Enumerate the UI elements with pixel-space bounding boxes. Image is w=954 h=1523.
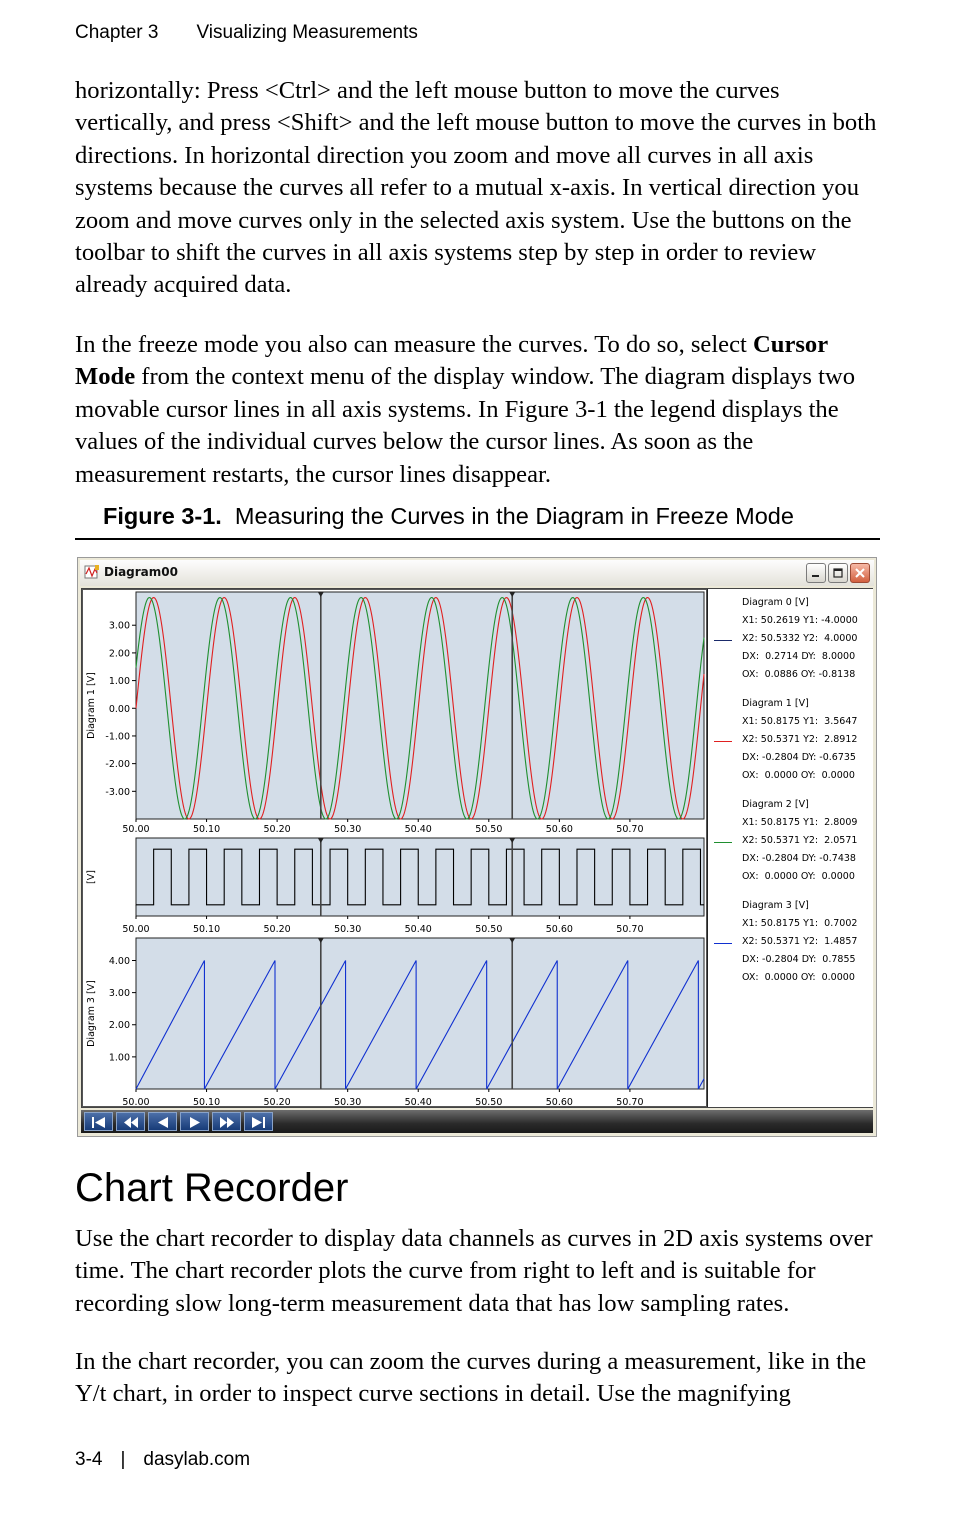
y-tick-label-0-0: 3.00 [108,620,130,632]
paragraph-cursor-mode-text-1: In the freeze mode you also can measure the curves. To do so, select [75,331,753,358]
y-tick-label-0-3: 0.00 [108,703,130,715]
legend-title-3: Diagram 3 [V] [742,900,809,911]
paragraph-cursor-mode [75,329,880,491]
x-tick-label-2-3: 50.30 [334,1097,362,1107]
legend-row-1-1: X2: 50.5371 Y2: 2.8912 [742,734,858,745]
legend-title-0: Diagram 0 [V] [742,597,809,608]
figure-caption [103,503,794,530]
diagram-window [77,557,877,1137]
x-tick-label-2-5: 50.50 [475,1097,503,1107]
legend-title-1: Diagram 1 [V] [742,698,809,709]
x-tick-label-0-2: 50.20 [263,824,291,835]
chapter-number: Chapter 3 [75,22,159,43]
x-tick-label-0-6: 50.60 [545,824,573,835]
window-title: Diagram00 [104,565,178,579]
forward-icon [187,1116,203,1129]
legend-row-2-3: OX: 0.0000 OY: 0.0000 [742,871,855,882]
page-footer [75,1449,250,1471]
fast-forward-button[interactable] [212,1112,241,1131]
legend-row-1-0: X1: 50.8175 Y1: 3.5647 [742,716,858,727]
x-tick-label-1-7: 50.70 [616,924,644,935]
y-tick-label-0-4: -1.00 [105,731,130,743]
maximize-icon [833,568,843,578]
x-tick-label-1-5: 50.50 [475,924,503,935]
maximize-button[interactable] [828,563,848,583]
plot-panel-2 [136,938,704,1089]
legend-title-2: Diagram 2 [V] [742,799,809,810]
x-tick-label-2-7: 50.70 [616,1097,644,1107]
y-tick-label-2-2: 2.00 [108,1020,130,1032]
close-icon [855,568,865,578]
legend-row-0-2: DX: 0.2714 DY: 8.0000 [742,651,856,662]
figure-label: Figure 3-1. [103,503,222,529]
legend-row-1-3: OX: 0.0000 OY: 0.0000 [742,770,855,781]
x-tick-label-1-2: 50.20 [263,924,291,935]
y-tick-label-0-6: -3.00 [105,786,130,798]
legend-swatch-3 [714,943,732,944]
cursor-mode-term: Cursor Mode [75,331,828,391]
minimize-button[interactable] [806,563,826,583]
x-tick-label-1-4: 50.40 [404,924,432,935]
figure-caption-text: Measuring the Curves in the Diagram in Freeze Mode [234,503,794,529]
x-tick-label-0-4: 50.40 [404,824,432,835]
caption-rule [75,538,880,540]
legend-row-2-1: X2: 50.5371 Y2: 2.0571 [742,835,858,846]
legend-row-2-2: DX: -0.2804 DY: -0.7438 [742,853,856,864]
legend-row-2-0: X1: 50.8175 Y1: 2.8009 [742,817,858,828]
legend-row-0-0: X1: 50.2619 Y1: -4.0000 [742,615,858,626]
axis-label-2: Diagram 3 [V] [86,980,97,1047]
x-tick-label-1-6: 50.60 [545,924,573,935]
running-header [75,22,418,44]
x-tick-label-1-0: 50.00 [122,924,150,935]
y-tick-label-0-5: -2.00 [105,759,130,771]
legend-swatch-2 [714,842,732,843]
y-tick-label-2-3: 1.00 [108,1052,130,1064]
y-tick-label-0-2: 1.00 [108,676,130,688]
x-tick-label-1-3: 50.30 [334,924,362,935]
cursor-legend [707,589,873,1107]
plot-panel-1 [136,838,704,916]
footer-site: dasylab.com [143,1449,251,1470]
legend-swatch-1 [714,741,732,742]
back-icon [155,1116,171,1129]
first-icon [91,1116,107,1129]
axis-label-1: [V] [86,870,97,884]
y-tick-label-0-1: 2.00 [108,648,130,660]
legend-row-0-3: OX: 0.0886 OY: -0.8138 [742,669,856,680]
x-tick-label-2-0: 50.00 [122,1097,150,1107]
y-tick-label-2-1: 3.00 [108,988,130,1000]
x-tick-label-0-3: 50.30 [334,824,362,835]
window-titlebar[interactable] [80,560,874,586]
y-tick-label-2-0: 4.00 [108,955,130,967]
close-button[interactable] [850,563,870,583]
x-tick-label-2-4: 50.40 [404,1097,432,1107]
paragraph-chart-recorder: Use the chart recorder to display data channels as curves in 2D axis systems over time. The chart recorder plots the curve from right to left and is suitable for recording slow long-term measurement data that has low sampling rates. [75,1225,873,1317]
x-tick-label-2-6: 50.60 [545,1097,573,1107]
plot-area[interactable] [81,588,873,1108]
last-icon [251,1116,267,1129]
paragraph-cursor-mode-text-2: from the context menu of the display window. The diagram displays two movable cursor lines in all axis systems. In Figure 3-1 the legend displays the values of the individual curves below the cursor lines. As soon as the measurement restarts, the cursor lines disappear. [75,363,856,488]
footer-separator: | [120,1449,126,1470]
x-tick-label-0-7: 50.70 [616,824,644,835]
page-number: 3-4 [75,1449,103,1470]
diagram-app-icon [84,564,100,580]
fast-back-button[interactable] [116,1112,145,1131]
legend-swatch-0 [714,640,732,641]
axis-label-0: Diagram 1 [V] [86,672,97,739]
section-title: Chart Recorder [75,1166,349,1210]
legend-row-3-0: X1: 50.8175 Y1: 0.7002 [742,918,858,929]
fast-forward-icon [219,1116,235,1129]
x-tick-label-2-1: 50.10 [192,1097,221,1107]
chapter-title: Visualizing Measurements [196,22,418,43]
navigation-toolbar [81,1110,873,1133]
plot-panel-0 [136,592,704,819]
legend-row-3-1: X2: 50.5371 Y2: 1.4857 [742,936,858,947]
last-button[interactable] [244,1112,273,1131]
forward-button[interactable] [180,1112,209,1131]
x-tick-label-0-0: 50.00 [122,824,150,835]
paragraph-freeze-zoom: horizontally: Press <Ctrl> and the left mouse button to move the curves vertically, and press <Shift> and the left mouse button to move the curves in both directions. In horizontal direction you zoom and move all curves in all axis systems because the curves all refer to a mutual x-axis. In vertical direction you zoom and move curves only in the selected axis system. Use the buttons on the toolbar to shift the curves in all axis systems step by step in order to review already acquired data. [75,77,877,299]
first-button[interactable] [84,1112,113,1131]
legend-row-3-3: OX: 0.0000 OY: 0.0000 [742,972,855,983]
legend-row-0-1: X2: 50.5332 Y2: 4.0000 [742,633,858,644]
back-button[interactable] [148,1112,177,1131]
x-tick-label-2-2: 50.20 [263,1097,291,1107]
paragraph-zoom: In the chart recorder, you can zoom the curves during a measurement, like in the Y/t chart, in order to inspect curve sections in detail. Use the magnifying [75,1348,867,1408]
legend-row-3-2: DX: -0.2804 DY: 0.7855 [742,954,856,965]
x-tick-label-0-5: 50.50 [475,824,503,835]
x-tick-label-1-1: 50.10 [192,924,221,935]
minimize-icon [811,568,821,578]
legend-row-1-2: DX: -0.2804 DY: -0.6735 [742,752,856,763]
fast-back-icon [123,1116,139,1129]
x-tick-label-0-1: 50.10 [192,824,221,835]
